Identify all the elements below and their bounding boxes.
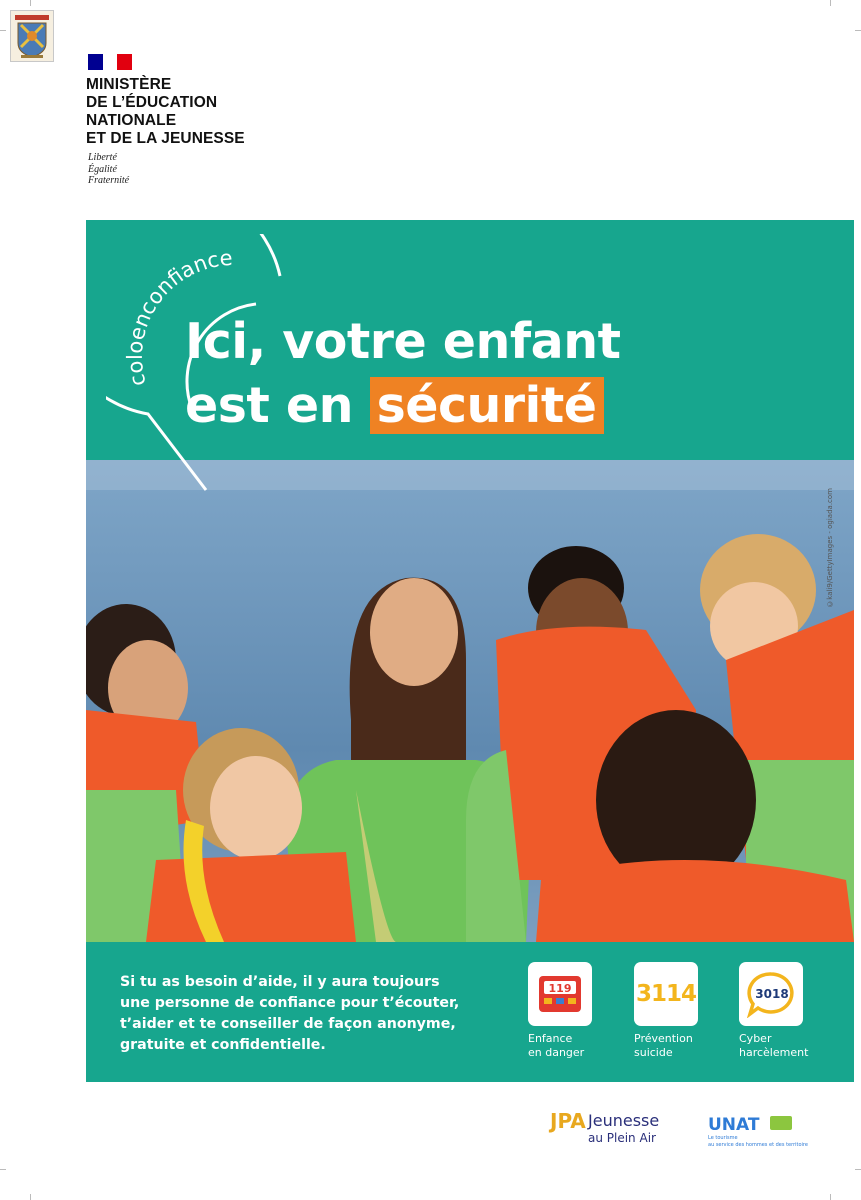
crop-mark xyxy=(855,30,861,31)
headline-prefix: est en xyxy=(185,377,370,434)
ministry-line: MINISTÈRE xyxy=(86,76,172,93)
republic-motto xyxy=(88,152,129,187)
crop-mark xyxy=(30,1194,31,1200)
3018-chat-bubble-icon xyxy=(739,962,803,1026)
helpline-label-line: suicide xyxy=(634,1046,673,1059)
support-message xyxy=(120,972,459,1056)
helpline-label-line: en danger xyxy=(528,1046,585,1059)
children-camp-photo xyxy=(86,460,854,942)
crop-mark xyxy=(30,0,31,6)
crop-mark xyxy=(0,30,6,31)
helpline-3018-number: 3018 xyxy=(755,987,789,1001)
support-line: Si tu as besoin d’aide, il y aura toujours xyxy=(120,974,440,990)
support-line: t’aider et te conseiller de façon anonyme, xyxy=(120,1016,456,1032)
crop-mark xyxy=(830,0,831,6)
jpa-initials: JPA xyxy=(550,1109,586,1133)
crop-mark xyxy=(830,1194,831,1200)
ministry-line: NATIONALE xyxy=(86,112,177,129)
crop-mark xyxy=(855,1169,861,1170)
helpline-3018-label xyxy=(739,1032,819,1060)
jpa-logo xyxy=(548,1106,688,1154)
headline xyxy=(185,310,621,438)
unat-logo xyxy=(708,1112,808,1156)
crop-mark xyxy=(0,1169,6,1170)
unat-tagline-line2: au service des hommes et des territoires xyxy=(708,1142,808,1148)
motto-line: Fraternité xyxy=(88,175,130,186)
helpline-3018[interactable] xyxy=(739,962,819,1060)
pin-brand-label: coloenconfiance xyxy=(122,245,234,389)
headline-highlight: sécurité xyxy=(370,377,604,434)
french-flag-icon xyxy=(88,54,132,70)
ministry-line: DE L’ÉDUCATION xyxy=(86,94,218,111)
helpline-3114-number: 3114 xyxy=(635,981,696,1007)
support-line: gratuite et confidentielle. xyxy=(120,1037,326,1053)
ministry-name xyxy=(86,76,245,148)
support-line: une personne de confiance pour t’écouter, xyxy=(120,995,460,1011)
unat-tagline-line1: Le tourisme xyxy=(708,1135,738,1141)
helpline-119-number: 119 xyxy=(548,982,572,995)
helpline-119-label xyxy=(528,1032,608,1060)
flag-blue-stripe xyxy=(88,54,103,70)
photo-credit: ©kali9/GettyImages - ogiada.com xyxy=(826,488,834,608)
flag-white-stripe xyxy=(103,54,118,70)
helpline-label-line: Cyber xyxy=(739,1032,772,1045)
coat-of-arms-seal xyxy=(10,10,54,62)
headline-line-2 xyxy=(185,374,621,438)
motto-line: Liberté xyxy=(88,152,117,163)
119-phone-logo-icon xyxy=(528,962,592,1026)
helpline-label-line: Enfance xyxy=(528,1032,573,1045)
jpa-name-line2: au Plein Air xyxy=(588,1131,656,1145)
poster-panel xyxy=(86,220,854,1082)
motto-line: Égalité xyxy=(88,163,117,175)
3114-logo-icon xyxy=(634,962,698,1026)
headline-line-1: Ici, votre enfant xyxy=(185,313,621,370)
unat-name: UNAT xyxy=(708,1115,760,1135)
helpline-label-line: harcèlement xyxy=(739,1046,809,1059)
helpline-3114[interactable] xyxy=(634,962,714,1060)
helpline-3114-label xyxy=(634,1032,714,1060)
jpa-name-line1: Jeunesse xyxy=(588,1111,660,1130)
ministry-line: ET DE LA JEUNESSE xyxy=(86,130,245,147)
helpline-label-line: Prévention xyxy=(634,1032,693,1045)
helpline-119[interactable] xyxy=(528,962,608,1060)
flag-red-stripe xyxy=(117,54,132,70)
